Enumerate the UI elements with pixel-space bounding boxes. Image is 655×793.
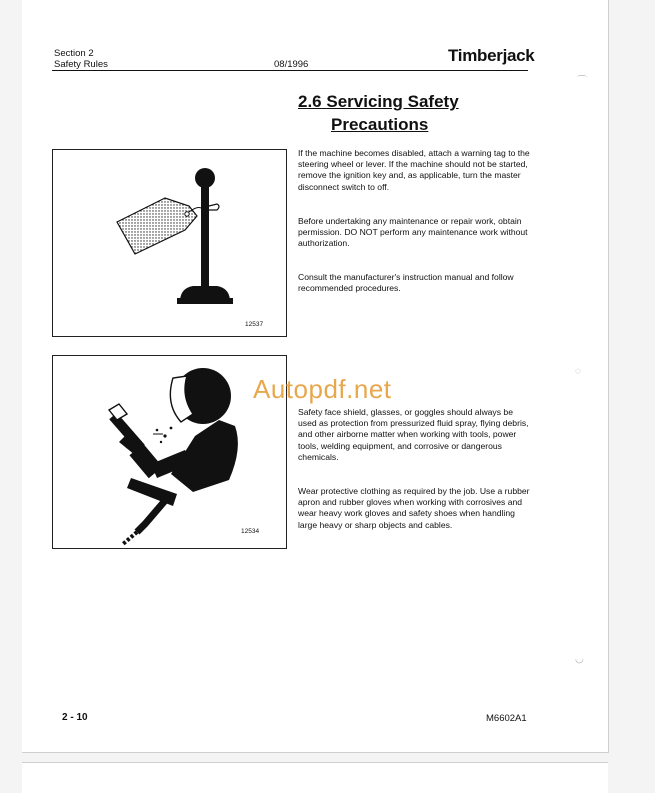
- header-rule: [52, 70, 528, 71]
- watermark: Autopdf.net: [253, 374, 392, 404]
- figure-number: 12534: [241, 528, 260, 535]
- paragraph-manual: Consult the manufacturer's instruction manual and follow recommended procedures.: [298, 272, 514, 294]
- figure-warning-tag: [52, 149, 287, 337]
- paragraph-protective-clothing: Wear protective clothing as required by the job. Use a rubber apron and rubber gloves when working with corrosives and wear heavy work gloves and safety shoes when handling large heavy or sharp objects and cables.: [298, 486, 530, 530]
- warning-tag-lever-illustration: [53, 150, 286, 336]
- face-shield-worker-illustration: [53, 356, 286, 548]
- header-section: [54, 48, 108, 70]
- next-page-edge: [22, 762, 608, 793]
- title-line1: Servicing Safety: [326, 92, 459, 111]
- header-date: 08/1996: [274, 59, 309, 70]
- paragraph-permission: Before undertaking any maintenance or repair work, obtain permission. DO NOT perform any maintenance work without authorization.: [298, 216, 528, 249]
- section-title: Safety Rules: [54, 59, 108, 70]
- figure-number: 12537: [245, 321, 264, 328]
- page-number: 2 - 10: [62, 712, 88, 723]
- figure-face-shield: [52, 355, 287, 549]
- page-title: [298, 90, 459, 136]
- brand-logo: Timberjack: [448, 46, 535, 65]
- margin-mark: ◡: [575, 654, 584, 665]
- section-number: Section 2: [54, 48, 94, 59]
- margin-mark: ◌: [575, 366, 581, 377]
- title-line2: Precautions: [331, 115, 429, 134]
- title-number: 2.6: [298, 92, 322, 111]
- document-code: M6602A1: [486, 713, 527, 724]
- paragraph-warning-tag: If the machine becomes disabled, attach a warning tag to the steering wheel or lever. If the machine should not be started, remove the ignition key and, as applicable, turn the master disconnect switch to off.: [298, 148, 530, 192]
- paragraph-face-shield: Safety face shield, glasses, or goggles should always be used as protection from pressurized fluid spray, flying debris, and other airborne matter when working with tools, power tools, welding equipment, and corrosive or dangerous chemicals.: [298, 407, 529, 462]
- margin-mark: ⌒: [577, 76, 587, 87]
